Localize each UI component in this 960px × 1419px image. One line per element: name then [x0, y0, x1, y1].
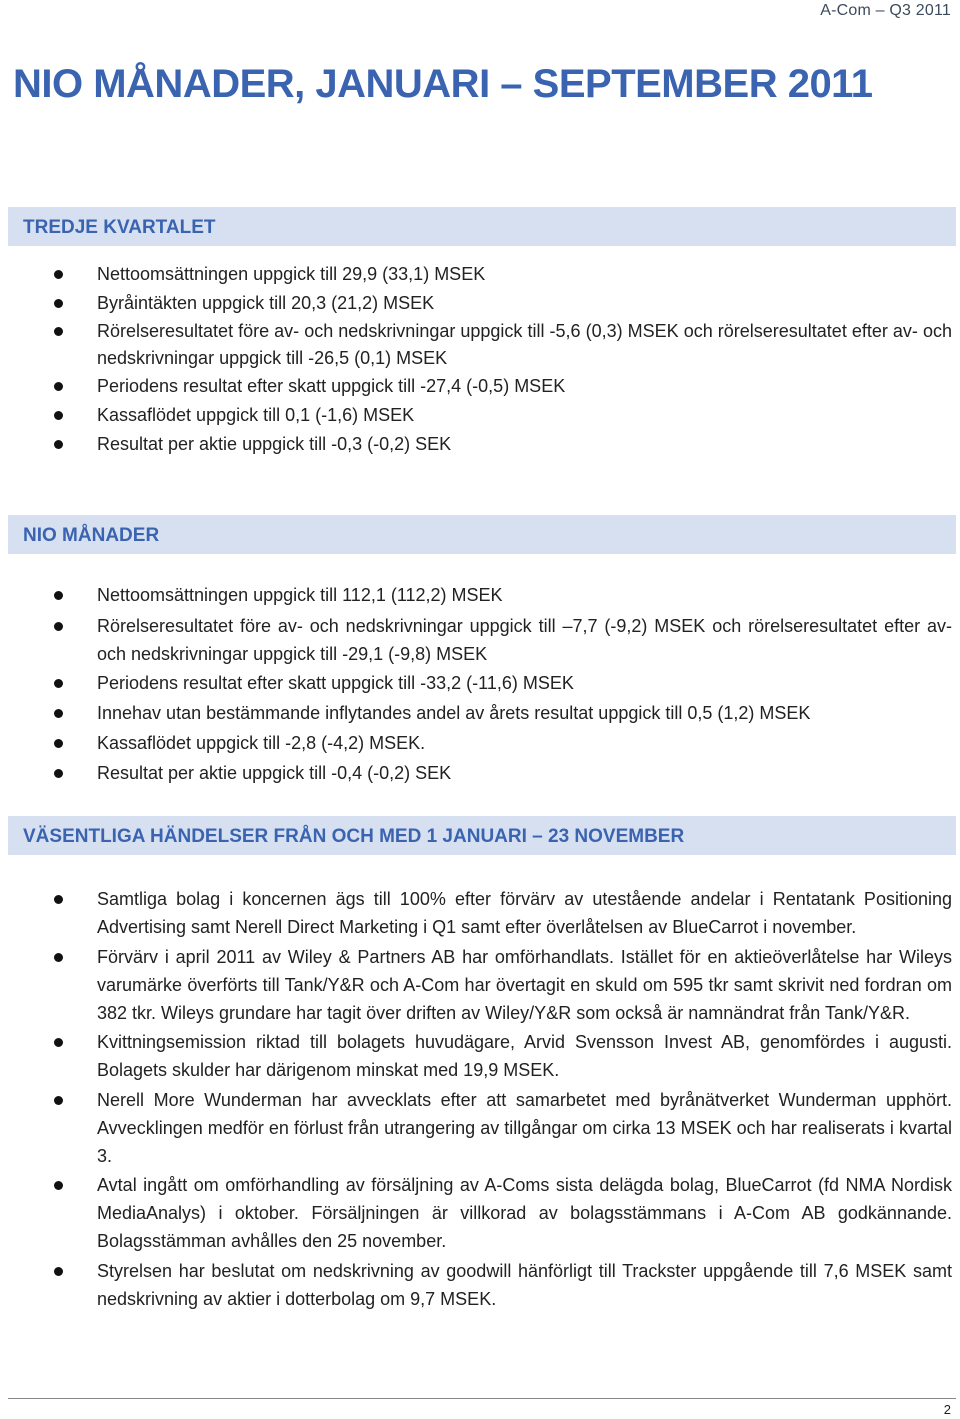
bullet-list-tredje-kvartalet — [0, 260, 960, 459]
bullet-icon — [54, 270, 63, 279]
section-heading-tredje-kvartalet: TREDJE KVARTALET — [8, 207, 956, 246]
list-item — [0, 885, 960, 941]
list-item — [0, 289, 960, 318]
list-item-text: Nettoomsättningen uppgick till 112,1 (112,2) MSEK — [97, 585, 503, 605]
list-item — [0, 318, 960, 372]
list-item-text: Rörelseresultatet före av- och nedskrivningar uppgick till –7,7 (-9,2) MSEK och rörelseresultatet efter av- och nedskrivningar uppgick till -29,1 (-9,8) MSEK — [97, 616, 952, 664]
list-item — [0, 1257, 960, 1313]
bullet-icon — [54, 739, 63, 748]
bullet-icon — [54, 679, 63, 688]
list-item-text: Innehav utan bestämmande inflytandes andel av årets resultat uppgick till 0,5 (1,2) MSEK — [97, 703, 811, 723]
list-item-text: Avtal ingått om omförhandling av försäljning av A-Coms sista delägda bolag, BlueCarrot (fd NMA Nordisk MediaAnalys) i oktober. Försäljningen är villkorad av bolagsstämmans i A-Com AB godkännande. Bolagsstämman avhålles den 25 november. — [97, 1175, 952, 1251]
list-item — [0, 759, 960, 788]
footer-divider — [8, 1398, 956, 1399]
list-item — [0, 1028, 960, 1084]
list-item — [0, 699, 960, 728]
bullet-icon — [54, 709, 63, 718]
section-heading-vasentliga-handelser: VÄSENTLIGA HÄNDELSER FRÅN OCH MED 1 JANUARI – 23 NOVEMBER — [8, 816, 956, 855]
bullet-icon — [54, 953, 63, 962]
bullet-icon — [54, 769, 63, 778]
list-item-text: Nettoomsättningen uppgick till 29,9 (33,1) MSEK — [97, 264, 486, 284]
bullet-icon — [54, 382, 63, 391]
list-item-text: Periodens resultat efter skatt uppgick till -33,2 (-11,6) MSEK — [97, 673, 574, 693]
list-item — [0, 729, 960, 758]
list-item-text: Förvärv i april 2011 av Wiley & Partners AB har omförhandlats. Istället för en aktieöverlåtelse har Wileys varumärke överförts till Tank/Y&R och A-Com har övertagit en skuld om 595 tkr samt skrivit ned fordran om 382 tkr. Wileys grundare har tagit över driften av Wiley/Y&R som också är namnändrat från Tank/Y&R. — [97, 946, 952, 1023]
report-header-tag: A-Com – Q3 2011 — [820, 2, 951, 19]
bullet-icon — [54, 327, 63, 336]
bullet-icon — [54, 1267, 63, 1276]
bullet-icon — [54, 1038, 63, 1047]
list-item — [0, 612, 960, 668]
list-item — [0, 372, 960, 401]
bullet-icon — [54, 1181, 63, 1190]
list-item — [0, 430, 960, 459]
list-item-text: Kvittningsemission riktad till bolagets huvudägare, Arvid Svensson Invest AB, genomfördes i augusti. Bolagets skulder har därigenom minskat med 19,9 MSEK. — [97, 1032, 952, 1080]
page-number: 2 — [943, 1402, 951, 1417]
list-item-text: Resultat per aktie uppgick till -0,4 (-0,2) SEK — [97, 763, 452, 783]
list-item-text: Resultat per aktie uppgick till -0,3 (-0,2) SEK — [97, 434, 452, 454]
list-item — [0, 669, 960, 698]
bullet-list-vasentliga-handelser — [0, 885, 960, 1314]
list-item — [0, 1086, 960, 1170]
bullet-icon — [54, 895, 63, 904]
list-item — [0, 1171, 960, 1255]
bullet-icon — [54, 622, 63, 631]
list-item-text: Periodens resultat efter skatt uppgick till -27,4 (-0,5) MSEK — [97, 376, 566, 396]
bullet-icon — [54, 411, 63, 420]
list-item-text: Byråintäkten uppgick till 20,3 (21,2) MSEK — [97, 293, 435, 313]
list-item-text: Rörelseresultatet före av- och nedskrivningar uppgick till -5,6 (0,3) MSEK och rörelseresultatet efter av- och nedskrivningar uppgick till -26,5 (0,1) MSEK — [97, 321, 952, 368]
list-item — [0, 581, 960, 610]
list-item-text: Nerell More Wunderman har avvecklats efter att samarbetet med byrånätverket Wunderman upphört. Avvecklingen medför en förlust från utrangering av tillgångar om cirka 13 MSEK och har realiserats i kvartal 3. — [97, 1089, 952, 1166]
list-item-text: Kassaflödet uppgick till -2,8 (-4,2) MSEK. — [97, 733, 426, 753]
list-item — [0, 943, 960, 1027]
page-title: NIO MÅNADER, JANUARI – SEPTEMBER 2011 — [13, 62, 873, 106]
bullet-icon — [54, 299, 63, 308]
list-item-text: Styrelsen har beslutat om nedskrivning av goodwill hänförligt till Trackster uppgående till 7,6 MSEK samt nedskrivning av aktier i dotterbolag om 9,7 MSEK. — [97, 1260, 952, 1309]
bullet-icon — [54, 591, 63, 600]
list-item — [0, 401, 960, 430]
bullet-list-nio-manader — [0, 581, 960, 788]
list-item — [0, 260, 960, 289]
section-heading-nio-manader: NIO MÅNADER — [8, 515, 956, 554]
list-item-text: Kassaflödet uppgick till 0,1 (-1,6) MSEK — [97, 405, 415, 425]
bullet-icon — [54, 440, 63, 449]
bullet-icon — [54, 1096, 63, 1105]
list-item-text: Samtliga bolag i koncernen ägs till 100% efter förvärv av utestående andelar i Rentatank Positioning Advertising samt Nerell Direct Marketing i Q1 samt efter överlåtelsen av BlueCarrot i november. — [97, 889, 952, 937]
